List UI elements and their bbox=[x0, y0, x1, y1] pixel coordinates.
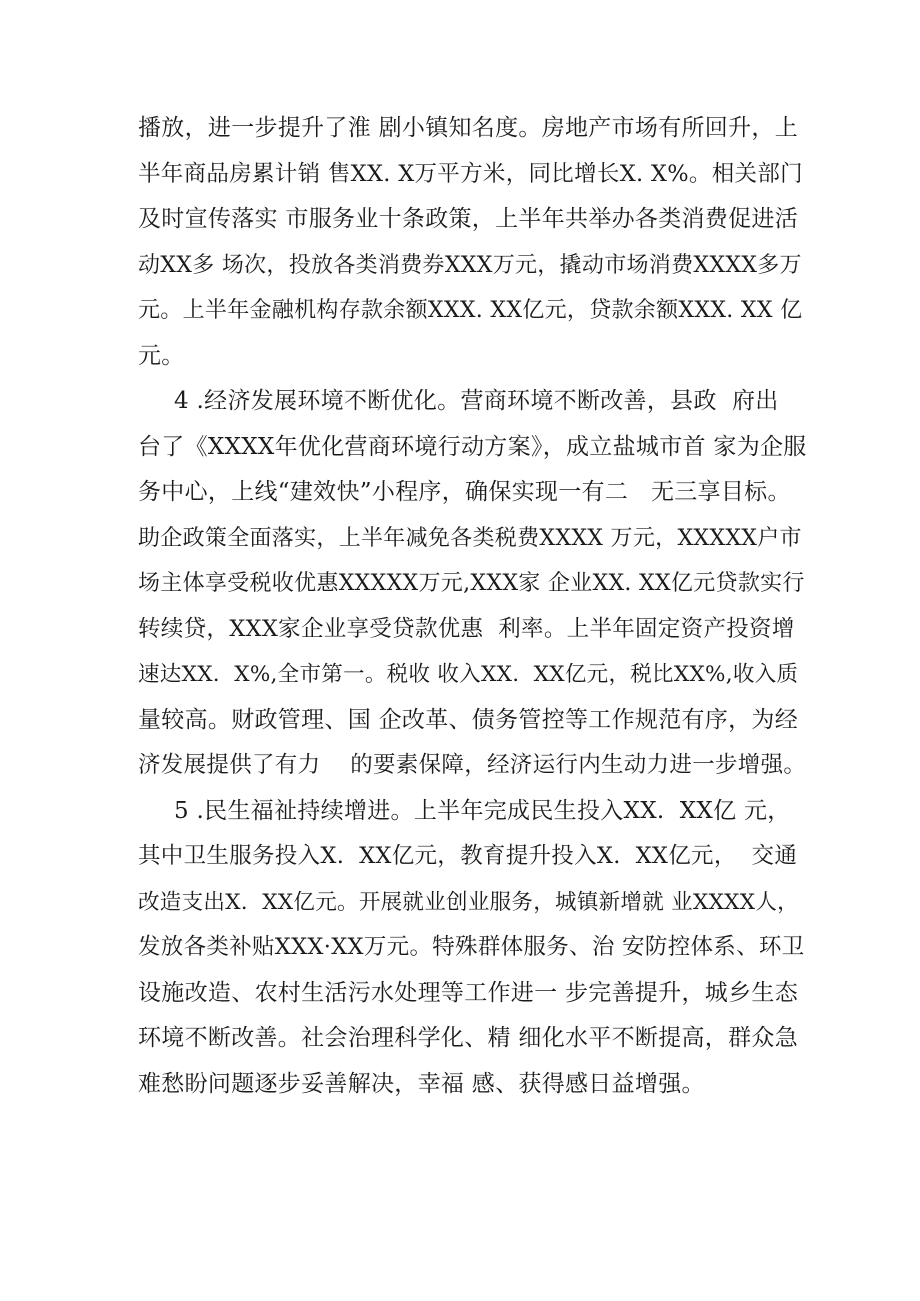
text-line: 播放，进一步提升了淮 剧小镇知名度。房地产市场有所回升，上 bbox=[138, 115, 799, 141]
text-line: 元。 bbox=[138, 342, 185, 369]
text-line: 及时宣传落实 市服务业十条政策，上半年共举办各类消费促进活 bbox=[138, 206, 799, 232]
text-line: 5 .民生福祉持续增进。上半年完成民生投入XX. XX亿 元， bbox=[174, 797, 791, 824]
text-line: 其中卫生服务投入X. XX亿元，教育提升投入X. XX亿元， 交通 bbox=[138, 843, 798, 869]
text-line: 设施改造、农村生活污水处理等工作进一 步完善提升，城乡生态 bbox=[138, 979, 799, 1006]
paragraph-continuation bbox=[138, 106, 808, 379]
text-line: 济发展提供了有力 的要素保障，经济运行内生动力进一步增强。 bbox=[138, 752, 807, 778]
text-line: 发放各类补贴XXX·XX万元。特殊群体服务、治 安防控体系、环卫 bbox=[138, 934, 805, 960]
text-line: 场主体享受税收优惠XXXXX万元,XXX家 企业XX. XX亿元贷款实行 bbox=[138, 571, 805, 596]
text-line: 难愁盼问题逐步妥善解决，幸福 感、获得感日益增强。 bbox=[138, 1070, 705, 1097]
paragraph-livelihood bbox=[138, 789, 808, 1108]
text-line: 4 .经济发展环境不断优化。营商环境不断改善，县政 府出 bbox=[174, 388, 779, 414]
text-line: 速达XX. X%,全市第一。税收 收入XX. XX亿元，税比XX%,收入质 bbox=[138, 662, 799, 687]
text-line: 务中心，上线“建效快”小程序，确保实现一有二 无三享目标。 bbox=[138, 479, 791, 505]
paragraph-economic-environment bbox=[138, 379, 808, 789]
text-line: 台了《XXXX年优化营商环境行动方案》，成立盐城市首 家为企服 bbox=[138, 433, 807, 460]
text-line: 量较高。财政管理、国 企改革、债务管控等工作规范有序，为经 bbox=[138, 706, 799, 733]
text-line: 元。上半年金融机构存款余额XXX. XX亿元，贷款余额XXX. XX 亿 bbox=[138, 298, 803, 323]
text-line: 改造支出X. XX亿元。开展就业创业服务，城镇新增就 业XXXX人， bbox=[138, 889, 799, 915]
text-line: 动XX多 场次，投放各类消费券XXX万元，撬动市场消费XXXX多万 bbox=[138, 252, 802, 278]
text-line: 助企政策全面落实，上半年减免各类税费XXXX 万元，XXXXX户市 bbox=[138, 525, 802, 551]
text-line: 转续贷，XXX家企业享受贷款优惠 利率。上半年固定资产投资增 bbox=[138, 615, 795, 642]
text-line: 环境不断改善。社会治理科学化、精 细化水平不断提高，群众急 bbox=[138, 1025, 799, 1051]
document-body bbox=[138, 106, 808, 1107]
text-line: 半年商品房累计销 售XX. X万平方米，同比增长X. X%。相关部门 bbox=[138, 160, 803, 187]
